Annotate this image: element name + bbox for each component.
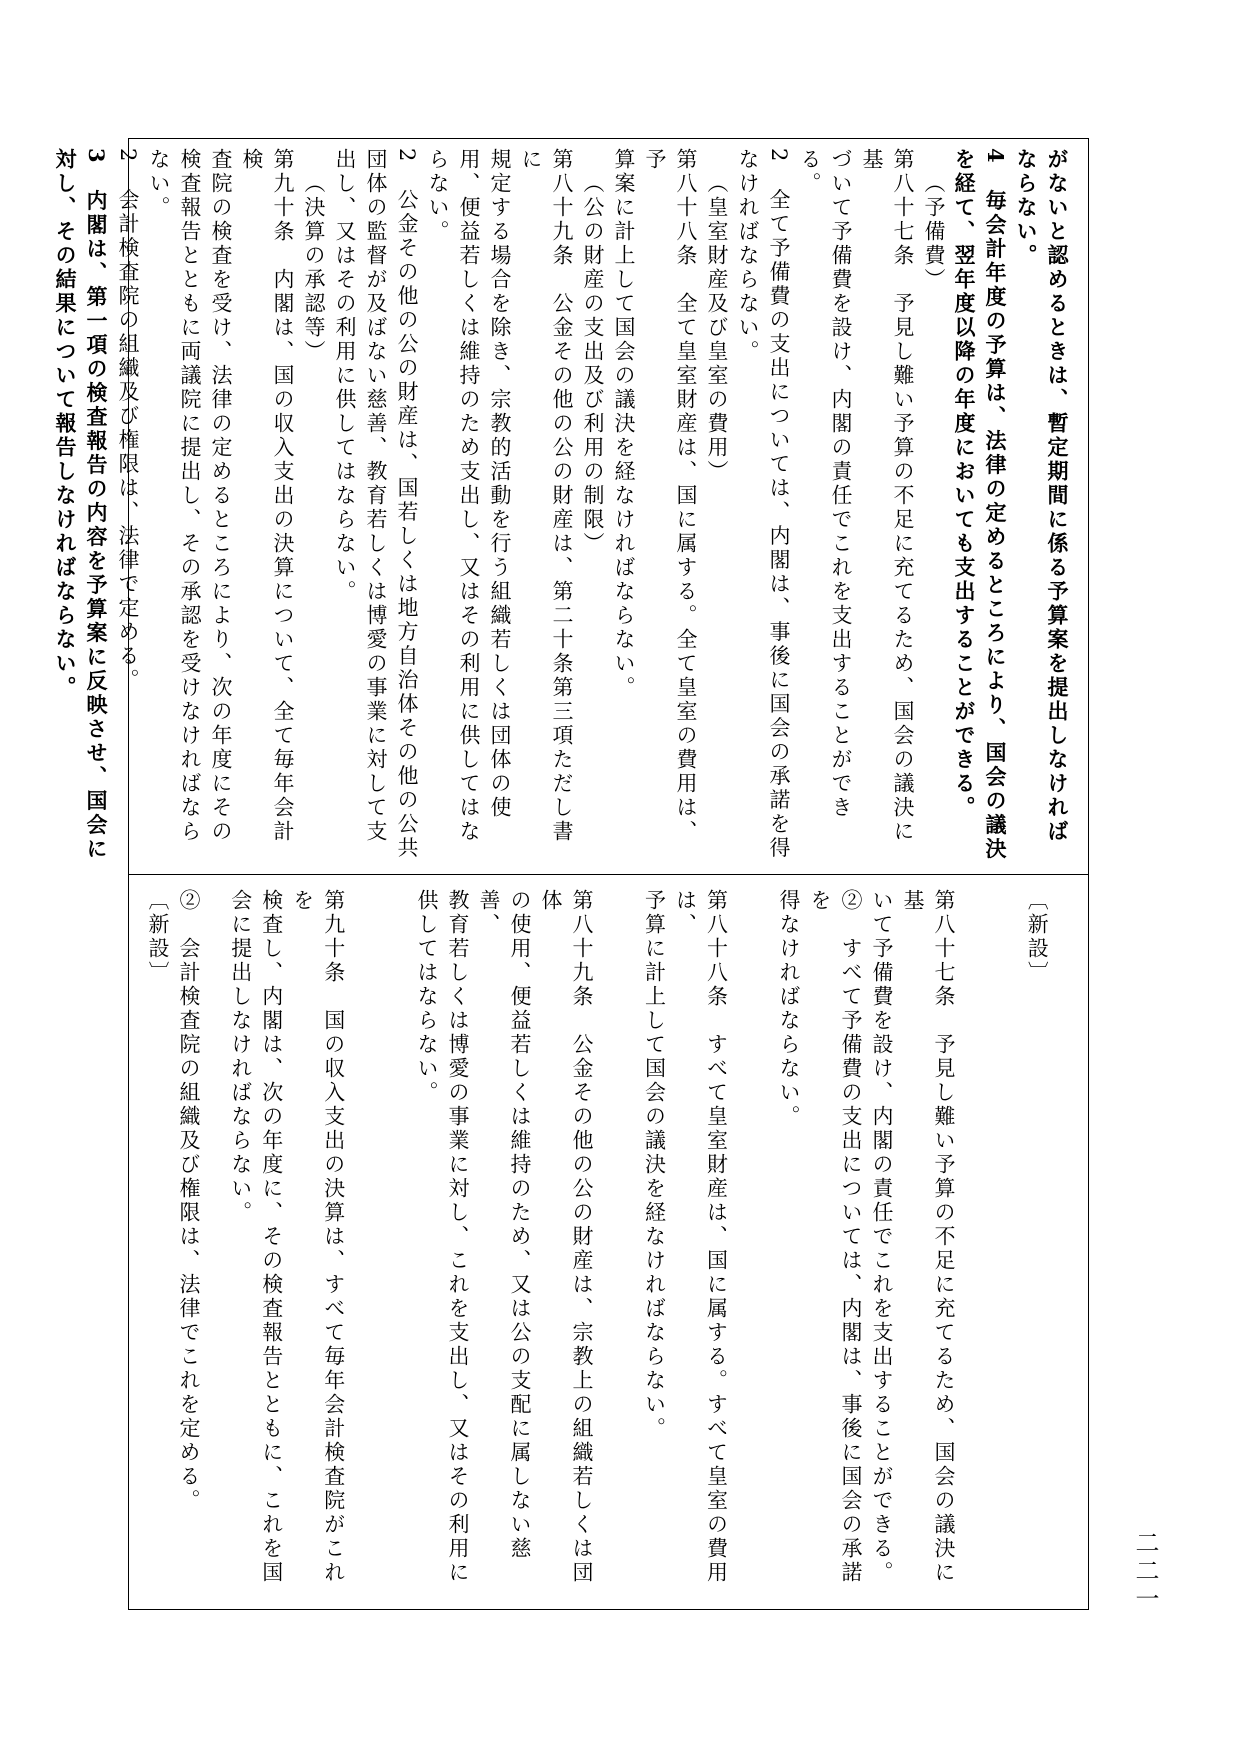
revised-line: ならない。 bbox=[1014, 148, 1039, 268]
revised-line: 用、便益若しくは維持のため支出し、又はその利用に供してはな bbox=[457, 148, 481, 844]
revised-line: 2 会計検査院の組織及び権限は、法律で定める。 bbox=[116, 148, 140, 693]
current-line bbox=[390, 889, 411, 1601]
revised-line: 団体の監督が及ばない慈善、教育若しくは博愛の事業に対して支 bbox=[364, 148, 388, 844]
revised-line: 3 内閣は、第一項の検査報告の内容を予算案に反映させ、国会に bbox=[84, 148, 109, 862]
current-line: 第八十九条 公金その他の公の財産は、宗教上の組織若しくは団体 bbox=[539, 889, 594, 1585]
current-line: いて予備費を設け、内閣の責任でこれを支出することができる。 bbox=[870, 889, 894, 1585]
current-line bbox=[959, 889, 980, 1601]
current-line: 供してはならない。 bbox=[415, 889, 439, 1105]
current-line: ② 会計検査院の組織及び権限は、法律でこれを定める。 bbox=[177, 889, 201, 1513]
current-line bbox=[597, 889, 618, 1601]
revised-line: 2 公金その他の公の財産は、国若しくは地方自治体その他の公共 bbox=[395, 148, 419, 861]
current-line bbox=[732, 889, 753, 1601]
revised-text-panel bbox=[53, 138, 1089, 874]
revised-line: 第九十条 内閣は、国の収入支出の決算について、全て毎年会計検 bbox=[240, 148, 295, 844]
revised-line: なければならない。 bbox=[736, 148, 760, 364]
revised-line: （予備費） bbox=[922, 172, 946, 292]
current-line bbox=[618, 889, 639, 1601]
revised-line: （皇室財産及び皇室の費用） bbox=[705, 172, 729, 484]
revised-line: 規定する場合を除き、宗教的活動を行う組織若しくは団体の使 bbox=[488, 148, 512, 820]
current-line: 第八十八条 すべて皇室財産は、国に属する。すべて皇室の費用は、 bbox=[673, 889, 729, 1585]
revised-line: づいて予備費を設け、内閣の責任でこれを支出することができ bbox=[829, 148, 853, 820]
current-line: 予算に計上して国会の議決を経なければならない。 bbox=[642, 889, 667, 1441]
current-line: 第九十条 国の収入支出の決算は、すべて毎年会計検査院がこれを bbox=[290, 889, 346, 1585]
revised-line: 2 全て予備費の支出については、内閣は、事後に国会の承諾を得 bbox=[767, 148, 791, 861]
current-line: 教育若しくは博愛の事業に対し、これを支出し、又はその利用に bbox=[446, 889, 470, 1585]
revised-line: （公の財産の支出及び利用の制限） bbox=[581, 172, 605, 556]
current-line: 第八十七条 予見し難い予算の不足に充てるため、国会の議決に基 bbox=[901, 889, 956, 1585]
revised-line: 第八十八条 全て皇室財産は、国に属する。全て皇室の費用は、予 bbox=[643, 148, 698, 844]
revised-line: 4 毎会計年度の予算は、法律の定めるところにより、国会の議決 bbox=[983, 148, 1008, 862]
current-line bbox=[204, 889, 225, 1601]
revised-line: 第八十七条 予見し難い予算の不足に充てるため、国会の議決に基 bbox=[860, 148, 915, 844]
current-line: 検査し、内閣は、次の年度に、その検査報告とともに、これを国 bbox=[259, 889, 284, 1585]
current-line bbox=[752, 889, 773, 1601]
current-line: 〔新設〕 bbox=[146, 889, 170, 985]
revised-line: らない。 bbox=[426, 148, 450, 244]
revised-line: る。 bbox=[798, 148, 822, 196]
current-line bbox=[980, 889, 1001, 1601]
revised-line: がないと認めるときは、暫定期間に係る予算案を提出しなければ bbox=[1045, 148, 1070, 844]
revised-line: 第八十九条 公金その他の公の財産は、第二十条第三項ただし書に bbox=[519, 148, 574, 844]
current-line: 〔新設〕 bbox=[1025, 889, 1050, 985]
page-number: 二二一 bbox=[1131, 1530, 1159, 1614]
revised-line: 算案に計上して国会の議決を経なければならない。 bbox=[612, 148, 636, 700]
current-line bbox=[349, 889, 370, 1601]
current-line: 得なければならない。 bbox=[777, 889, 801, 1129]
revised-line: を経て、翌年度以降の年度においても支出することができる。 bbox=[952, 148, 977, 820]
revised-line: ない。 bbox=[147, 148, 171, 220]
current-line: 会に提出しなければならない。 bbox=[228, 889, 253, 1225]
current-line bbox=[1052, 889, 1073, 1601]
current-line bbox=[1001, 889, 1022, 1601]
revised-line: （決算の承認等） bbox=[302, 172, 326, 364]
revised-line: 出し、又はその利用に供してはならない。 bbox=[333, 148, 357, 604]
current-text-panel bbox=[128, 875, 1089, 1609]
revised-line: 検査報告とともに両議院に提出し、その承認を受けなければなら bbox=[178, 148, 202, 844]
current-line bbox=[370, 889, 391, 1601]
current-line: ② すべて予備費の支出については、内閣は、事後に国会の承諾を bbox=[808, 889, 863, 1585]
current-line: の使用、便益若しくは維持のため、又は公の支配に属しない慈善、 bbox=[477, 889, 532, 1561]
revised-line: 査院の検査を受け、法律の定めるところにより、次の年度にその bbox=[209, 148, 233, 844]
revised-line: 対し、その結果について報告しなければならない。 bbox=[53, 148, 78, 700]
